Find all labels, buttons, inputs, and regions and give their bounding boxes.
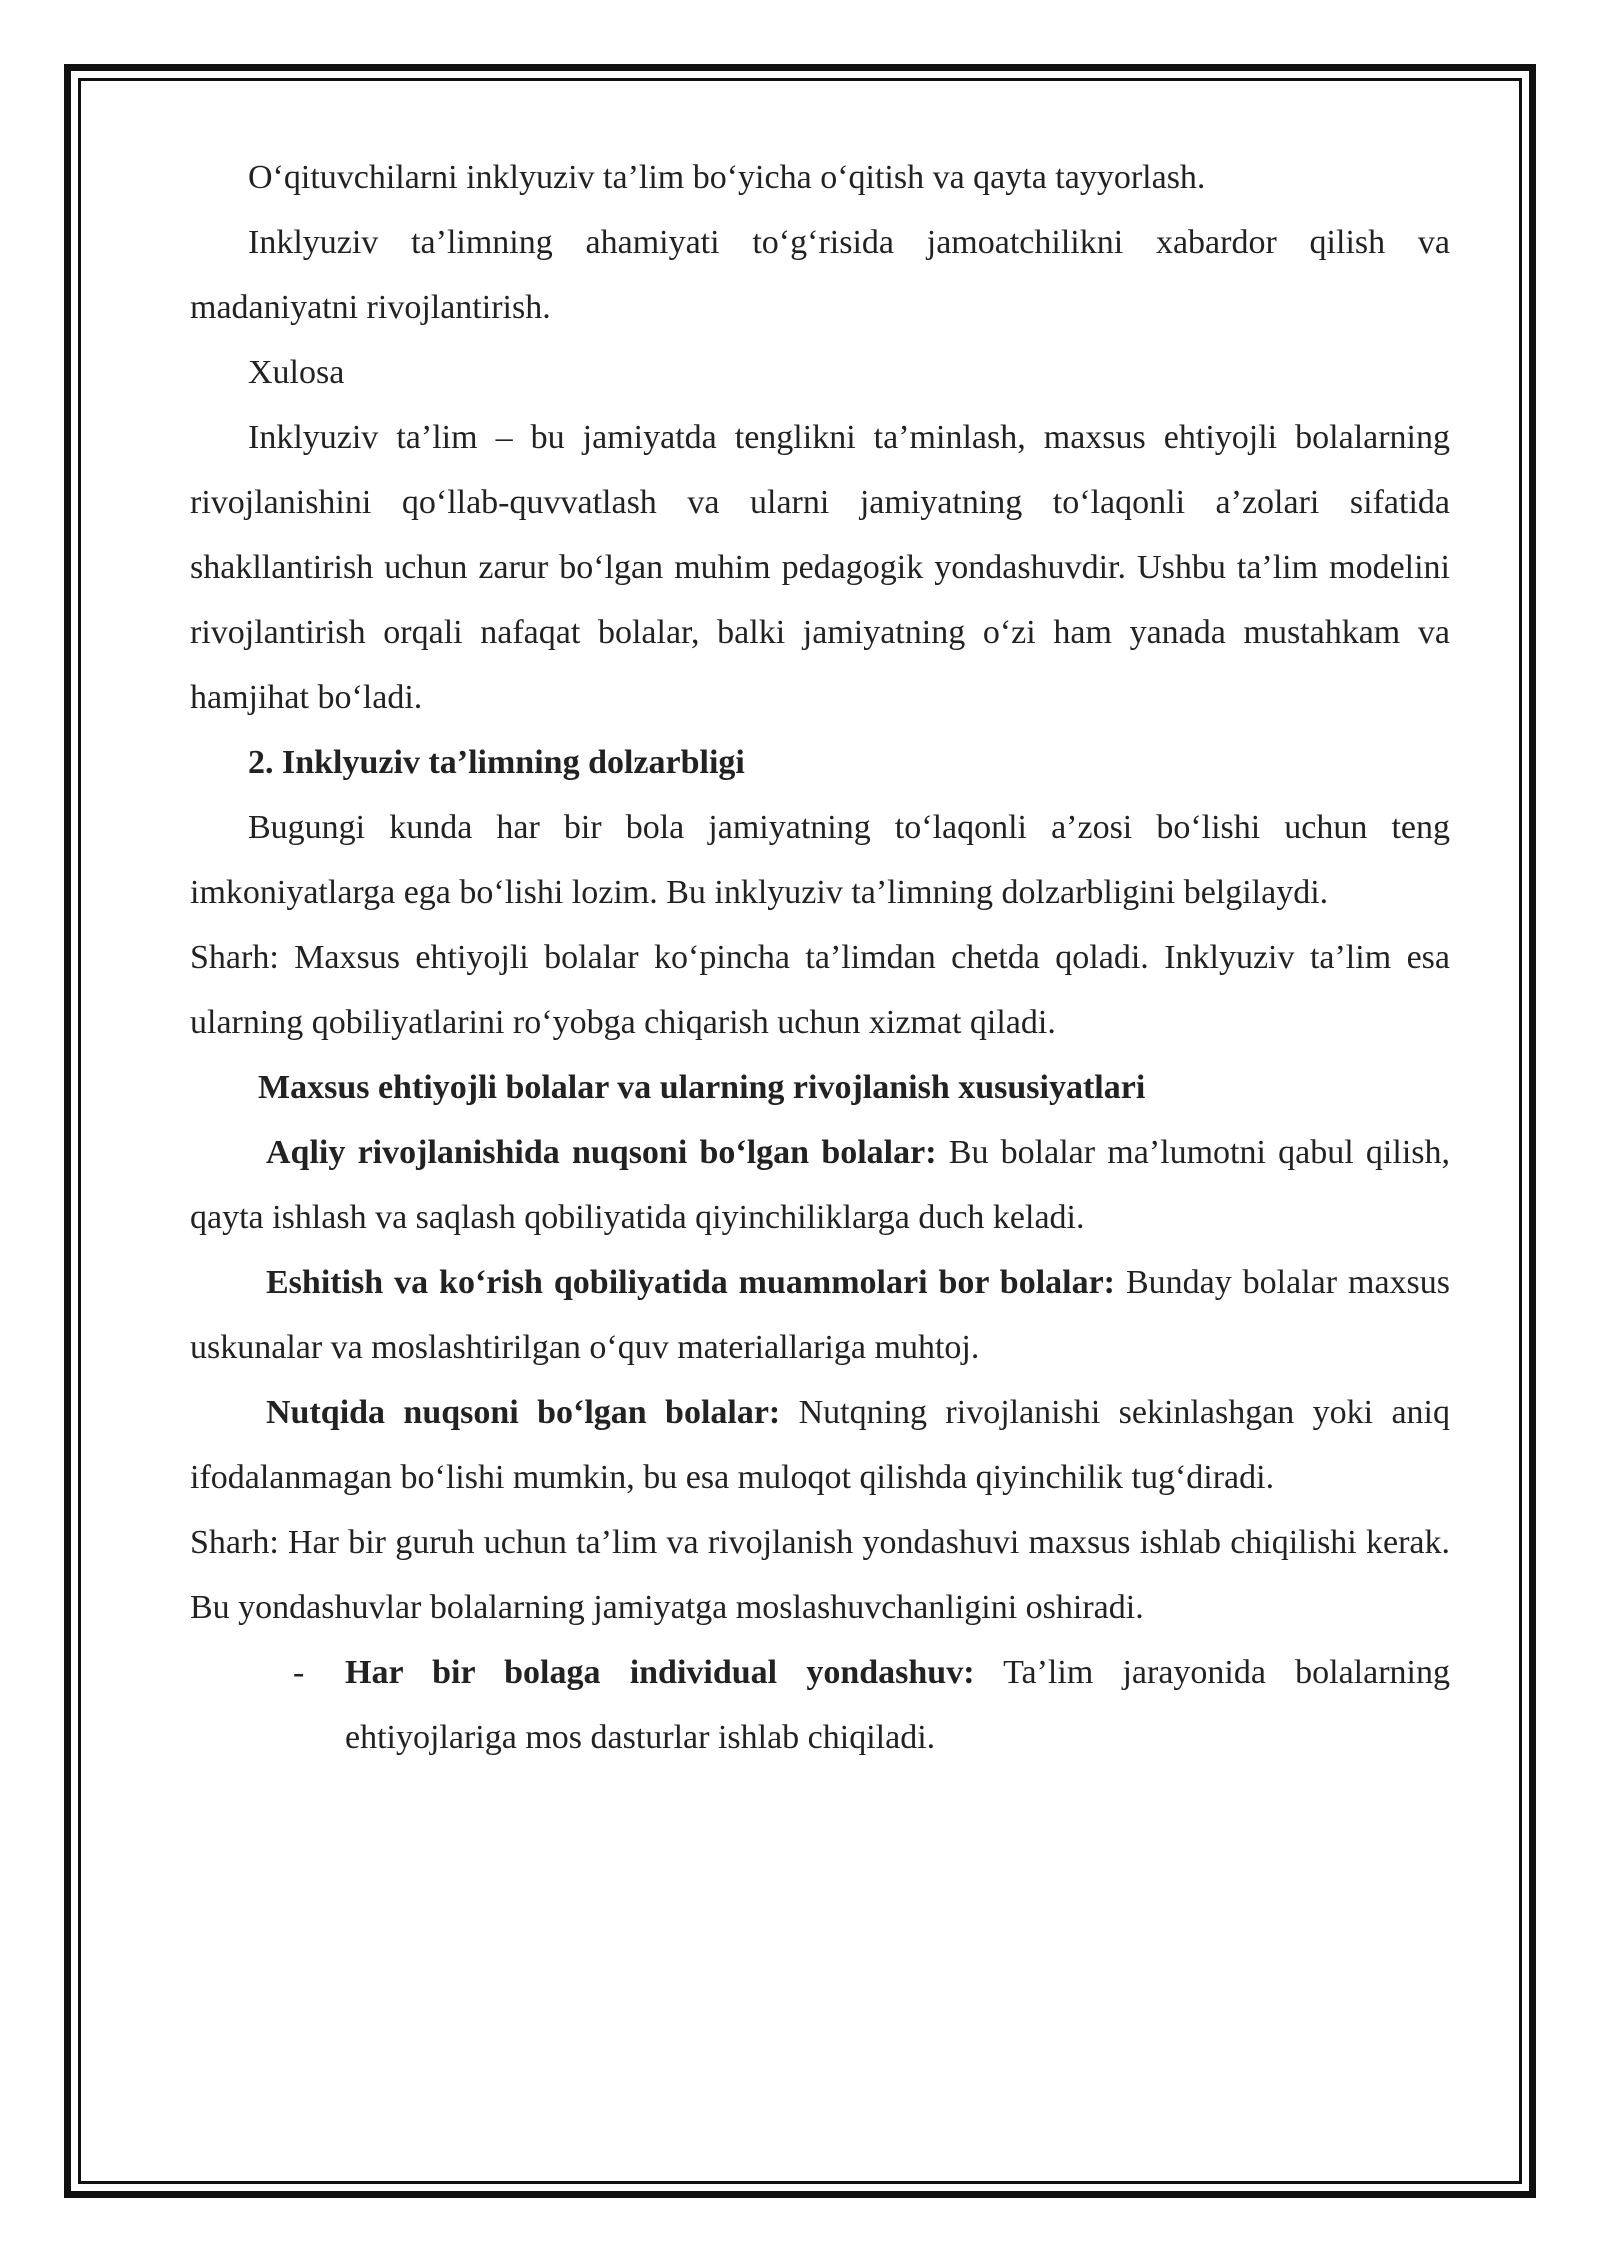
category-intellectual [190, 1120, 1450, 1250]
document-body [190, 145, 1450, 1770]
conclusion-title: Xulosa [248, 354, 345, 391]
conclusion-paragraph: Inklyuziv ta’lim – bu jamiyatda tenglikni ta’minlash, maxsus ehtiyojli bolalarning rivojlanishini qo‘llab-quvvatlash va ularni jamiyatning to‘laqonli a’zolari sifatida shakllantirish uchun zarur bo‘lgan muhim pedagogik yondashuvdir. Ushbu ta’lim modelini rivojlantirish orqali nafaqat bolalar, balki jamiyatning o‘zi ham yanada mustahkam va hamjihat bo‘ladi. [190, 419, 1450, 716]
section-2-heading: 2. Inklyuziv ta’limning dolzarbligi [248, 744, 745, 781]
list-item-body: Ta’lim jarayonida bolalarning ehtiyojlariga mos dasturlar ishlab chiqiladi. [345, 1654, 1450, 1756]
paragraph-public-awareness: Inklyuziv ta’limning ahamiyati to‘g‘risida jamoatchilikni xabardor qilish va madaniyatni rivojlantirish. [190, 224, 1450, 326]
category-hearing-vision-text: Bunday bolalar maxsus uskunalar va moslashtirilgan o‘quv materiallariga muhtoj. [190, 1264, 1450, 1366]
category-speech-label: Nutqida nuqsoni bo‘lgan bolalar: [266, 1394, 781, 1431]
category-hearing-vision [190, 1250, 1450, 1380]
commentary-1: Sharh: Maxsus ehtiyojli bolalar ko‘pincha ta’limdan chetda qoladi. Inklyuziv ta’lim esa ularning qobiliyatlarini ro‘yobga chiqarish uchun xizmat qiladi. [190, 939, 1450, 1041]
special-needs-subheading: Maxsus ehtiyojli bolalar va ularning rivojlanish xususiyatlari [258, 1069, 1146, 1106]
list-dash-marker: - [293, 1654, 305, 1691]
commentary-2: Sharh: Har bir guruh uchun ta’lim va rivojlanish yondashuvi maxsus ishlab chiqilishi kerak. Bu yondashuvlar bolalarning jamiyatga moslashuvchanligini oshiradi. [190, 1524, 1450, 1626]
category-speech [190, 1380, 1450, 1510]
list-item-text [345, 1640, 1450, 1770]
category-intellectual-label: Aqliy rivojlanishida nuqsoni bo‘lgan bolalar: [266, 1134, 937, 1171]
section-2-paragraph: Bugungi kunda har bir bola jamiyatning to‘laqonli a’zosi bo‘lishi uchun teng imkoniyatlarga ega bo‘lishi lozim. Bu inklyuziv ta’limning dolzarbligini belgilaydi. [190, 809, 1450, 911]
category-speech-text: Nutqning rivojlanishi sekinlashgan yoki aniq ifodalanmagan bo‘lishi mumkin, bu esa muloqot qilishda qiyinchilik tug‘diradi. [190, 1394, 1450, 1496]
list-item-individual-approach [190, 1640, 1450, 1770]
paragraph-teacher-training: O‘qituvchilarni inklyuziv ta’lim bo‘yicha o‘qitish va qayta tayyorlash. [248, 159, 1206, 196]
category-intellectual-text: Bu bolalar ma’lumotni qabul qilish, qayta ishlash va saqlash qobiliyatida qiyinchiliklarga duch keladi. [190, 1134, 1451, 1236]
category-hearing-vision-label: Eshitish va ko‘rish qobiliyatida muammolari bor bolalar: [266, 1264, 1116, 1301]
list-item-label: Har bir bolaga individual yondashuv: [345, 1654, 975, 1691]
